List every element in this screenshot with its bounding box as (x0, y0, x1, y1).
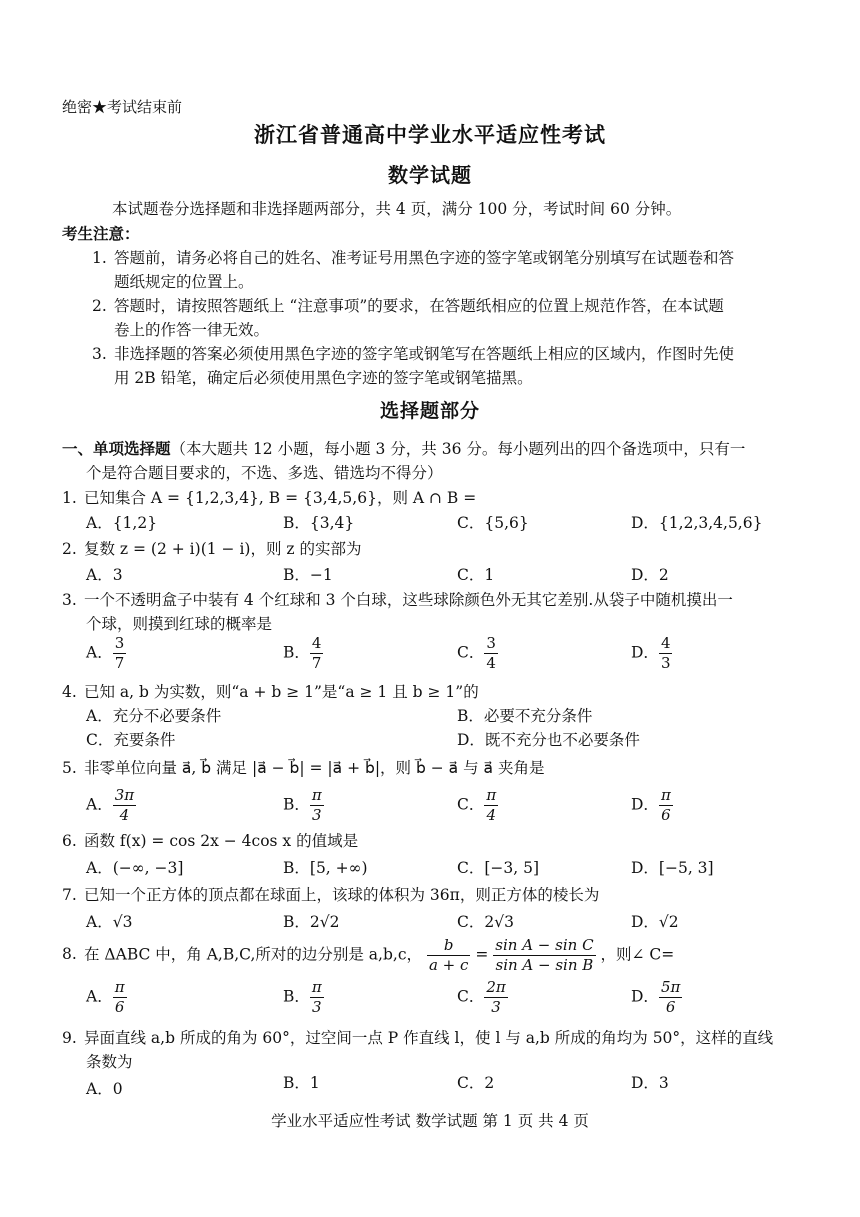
option-c[interactable]: C． $\frac{3}{4}$ (457, 634, 496, 672)
notice-heading: 考生注意： (62, 224, 140, 243)
option-b[interactable]: B．1 (283, 1074, 320, 1092)
option-c[interactable]: C．1 (457, 566, 495, 584)
question-9: 9. 异面直线 a,b 所成的角为 60°，过空间一点 P 作直线 l，使 l 与 a,b 所成的角均为 50°，这样的直线 (62, 1029, 774, 1047)
fraction: $\frac{3}{7}$ (114, 634, 125, 672)
question-3-cont: 个球，则摸到红球的概率是 (86, 615, 273, 633)
part-heading: 一、单项选择题（本大题共 12 小题，每小题 3 分，共 36 分。每小题列出的四个备选项中，只有一 (62, 439, 746, 458)
option-c[interactable]: C．2 (457, 1074, 495, 1092)
option-a[interactable]: A．0 (86, 1080, 123, 1098)
fraction: $\frac{\pi}{3}$ (311, 978, 322, 1016)
option-a[interactable]: A．充分不必要条件 (86, 707, 222, 725)
fraction: $\frac{b}{a + c}$ (428, 936, 469, 974)
option-d[interactable]: D．[−5, 3] (631, 859, 714, 877)
option-d[interactable]: D． $\frac{4}{3}$ (631, 634, 671, 672)
option-a[interactable]: A．{1,2} (86, 514, 158, 532)
option-d[interactable]: D． $\frac{\pi}{6}$ (631, 786, 671, 824)
option-d[interactable]: D．{1,2,3,4,5,6} (631, 514, 763, 532)
option-b[interactable]: B． $\frac{4}{7}$ (283, 634, 322, 672)
question-2: 2. 复数 z = (2 + i)(1 − i)，则 z 的实部为 (62, 540, 362, 558)
question-1: 1. 已知集合 A = {1,2,3,4}, B = {3,4,5,6}，则 A ∩ B = (62, 489, 477, 507)
notice-item-3-cont: 用 2B 铅笔，确定后必须使用黑色字迹的签字笔或钢笔描黑。 (114, 369, 533, 387)
exam-subject: 数学试题 (388, 163, 472, 187)
notice-item-1: 1. 答题前，请务必将自己的姓名、准考证号用黑色字迹的签字笔或钢笔分别填写在试题卷和答 (92, 249, 735, 267)
option-c[interactable]: C． $\frac{\pi}{4}$ (457, 786, 497, 824)
notice-item-1-cont: 题纸规定的位置上。 (114, 273, 254, 291)
question-8: 8. 在 ΔABC 中，角 A,B,C,所对的边分别是 a,b,c， $\frac{b}{a + c}$ = $\frac{\text{sin A − sin C}}{\text{sin A − sin B}}$ ，则∠ C= (62, 936, 675, 974)
option-d[interactable]: D．既不充分也不必要条件 (457, 731, 640, 749)
option-d[interactable]: D．3 (631, 1074, 669, 1092)
fraction: $\frac{\pi}{3}$ (311, 786, 322, 824)
option-a[interactable]: A．(−∞, −3] (86, 859, 184, 877)
option-b[interactable]: B．必要不充分条件 (457, 707, 593, 725)
question-9-cont: 条数为 (86, 1053, 133, 1071)
question-4: 4. 已知 a, b 为实数，则“a + b ≥ 1”是“a ≥ 1 且 b ≥ 1”的 (62, 683, 479, 701)
option-a[interactable]: A． $\frac{3\pi}{4}$ (86, 786, 135, 824)
fraction: $\frac{\pi}{4}$ (486, 786, 497, 824)
fraction: $\frac{5\pi}{6}$ (660, 978, 681, 1016)
option-b[interactable]: B．[5, +∞) (283, 859, 368, 877)
option-d[interactable]: D． $\frac{5\pi}{6}$ (631, 978, 681, 1016)
fraction: $\frac{4}{3}$ (660, 634, 671, 672)
section-title: 选择题部分 (379, 400, 480, 422)
option-a[interactable]: A． $\frac{\pi}{6}$ (86, 978, 125, 1016)
option-b[interactable]: B． $\frac{\pi}{3}$ (283, 978, 322, 1016)
fraction: $\frac{3}{4}$ (486, 634, 496, 672)
option-c[interactable]: C．[−3, 5] (457, 859, 540, 877)
fraction: $\frac{\text{sin A − sin C}}{\text{sin A − sin B}}$ (495, 936, 594, 974)
notice-item-2: 2. 答题时，请按照答题纸上 “注意事项”的要求，在答题纸相应的位置上规范作答，在本试题 (92, 297, 724, 315)
exam-intro: 本试题卷分选择题和非选择题两部分，共 4 页，满分 100 分，考试时间 60 分钟。 (112, 200, 682, 218)
notice-item-3: 3. 非选择题的答案必须使用黑色字迹的签字笔或钢笔写在答题纸上相应的区域内，作图时先使 (92, 345, 735, 363)
option-c[interactable]: C．{5,6} (457, 514, 529, 532)
option-a[interactable]: A．3 (86, 566, 123, 584)
question-3: 3. 一个不透明盒子中装有 4 个红球和 3 个白球，这些球除颜色外无其它差别.从袋子中随机摸出一 (62, 591, 733, 609)
question-6: 6. 函数 f(x) = cos 2x − 4cos x 的值域是 (62, 832, 359, 850)
fraction: $\frac{2\pi}{3}$ (486, 978, 506, 1016)
part-desc-cont: 个是符合题目要求的，不选、多选、错选均不得分） (86, 464, 443, 482)
option-b[interactable]: B． $\frac{\pi}{3}$ (283, 786, 322, 824)
question-7: 7. 已知一个正方体的顶点都在球面上，该球的体积为 36π，则正方体的棱长为 (62, 886, 600, 904)
fraction: $\frac{\pi}{6}$ (114, 978, 125, 1016)
fraction: $\frac{\pi}{6}$ (660, 786, 671, 824)
option-d[interactable]: D．√2 (631, 913, 679, 931)
option-b[interactable]: B．−1 (283, 566, 333, 584)
confidential-mark: 绝密★考试结束前 (62, 98, 183, 116)
exam-title: 浙江省普通高中学业水平适应性考试 (254, 122, 606, 147)
notice-item-2-cont: 卷上的作答一律无效。 (114, 321, 270, 339)
option-c[interactable]: C．2√3 (457, 913, 514, 931)
option-c[interactable]: C． $\frac{2\pi}{3}$ (457, 978, 506, 1016)
option-c[interactable]: C．充要条件 (86, 731, 176, 749)
option-d[interactable]: D．2 (631, 566, 669, 584)
option-a[interactable]: A．√3 (86, 913, 133, 931)
page-footer: 学业水平适应性考试 数学试题 第 1 页 共 4 页 (271, 1112, 589, 1130)
option-b[interactable]: B．2√2 (283, 913, 340, 931)
fraction: $\frac{3\pi}{4}$ (114, 786, 135, 824)
option-a[interactable]: A． $\frac{3}{7}$ (86, 634, 125, 672)
option-b[interactable]: B．{3,4} (283, 514, 355, 532)
question-5: 5. 非零单位向量 a⃗, b⃗ 满足 |a⃗ − b⃗| = |a⃗ + b⃗|，则 b⃗ − a⃗ 与 a⃗ 夹角是 (62, 759, 545, 777)
fraction: $\frac{4}{7}$ (311, 634, 322, 672)
